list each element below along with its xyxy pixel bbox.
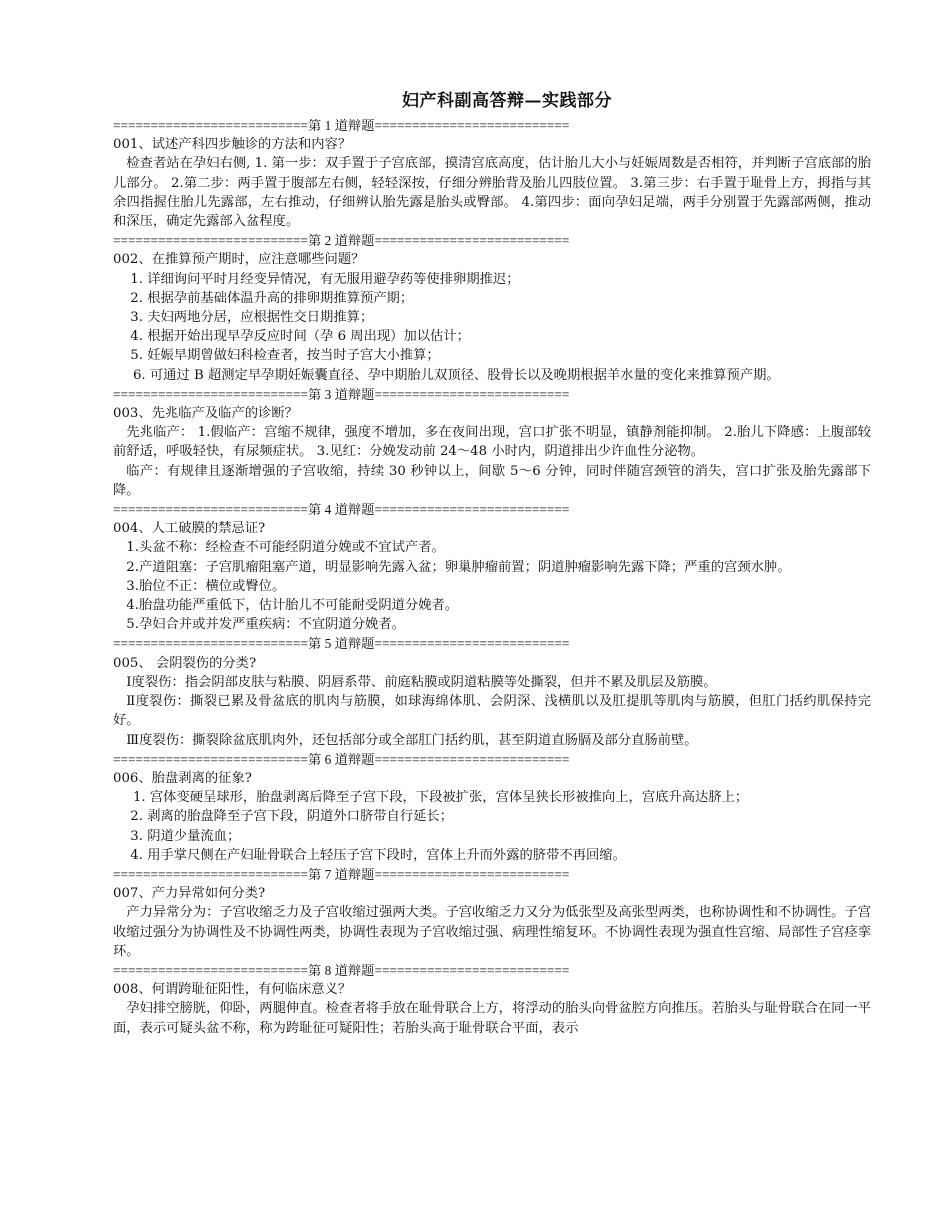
page-title: 妇产科副高答辩—实践部分: [402, 91, 612, 111]
section-separator: ==========================第 7 道辩题==========================: [113, 866, 570, 882]
answer-paragraph: 临产：有规律且逐渐增强的子宫收缩，持续 30 秒钟以上，间歇 5～6 分钟，同时伴随宫颈管的消失，宫口扩张及胎先露部下降。: [113, 463, 871, 498]
answer-paragraph: 产力异常分为：子宫收缩乏力及子宫收缩过强两大类。子宫收缩乏力又分为低张型及高张型两类，也称协调性和不协调性。子宫收缩过强分为协调性及不协调性两类，协调性表现为子宫收缩过强、病理性缩复环。不协调性表现为强直性宫缩、局部性子宫痉挛环。: [113, 905, 871, 959]
answer-list-item: 6. 可通过 B 超测定早孕期妊娠囊直径、孕中期胎儿双顶径、股骨长以及晚期根据羊水量的变化来推算预产期。: [132, 367, 780, 383]
answer-list-item: 5.孕妇合并或并发严重疾病：不宜阴道分娩者。: [126, 617, 405, 633]
question-heading: 001、试述产科四步触诊的方法和内容？: [113, 137, 352, 153]
question-heading: 003、先兆临产及临产的诊断？: [113, 406, 298, 422]
question-heading: 004、人工破膜的禁忌证?: [113, 521, 266, 537]
document-page: [113, 88, 871, 1038]
answer-list-item: 3. 阴道少量流血；: [130, 828, 241, 844]
answer-paragraph: Ⅲ度裂伤：撕裂除盆底肌肉外，还包括部分或全部肛门括约肌，甚至阴道直肠膈及部分直肠前壁。: [126, 732, 698, 748]
answer-paragraph: 先兆临产： 1.假临产：宫缩不规律，强度不增加，多在夜间出现，宫口扩张不明显，镇静剂能抑制。 2.胎儿下降感：上腹部较前舒适，呼吸轻快，有尿频症状。 3.见红：分娩发动前 24～48 小时内，阴道排出少许血性分泌物。: [113, 425, 871, 460]
question-heading: 007、产力异常如何分类?: [113, 886, 266, 902]
section-separator: ==========================第 6 道辩题==========================: [113, 751, 570, 767]
answer-paragraph: 孕妇排空膀胱，仰卧，两腿伸直。检查者将手放在耻骨联合上方，将浮动的胎头向骨盆腔方向推压。若胎头与耻骨联合在同一平面，表示可疑头盆不称，称为跨耻征可疑阳性；若胎头高于耻骨联合平面，表示: [113, 1001, 871, 1036]
answer-list-item: 3.胎位不正：横位或臀位。: [126, 578, 286, 594]
answer-list-item: 4.胎盘功能严重低下，估计胎儿不可能耐受阴道分娩者。: [126, 598, 459, 614]
answer-list-item: 2. 根据孕前基础体温升高的排卵期推算预产期；: [130, 290, 414, 306]
section-separator: ==========================第 3 道辩题==========================: [113, 386, 570, 402]
section-separator: ==========================第 8 道辩题==========================: [113, 962, 570, 978]
section-separator: ==========================第 4 道辩题==========================: [113, 502, 570, 518]
answer-list-item: 5. 妊娠早期曾做妇科检查者，按当时子宫大小推算；: [130, 348, 440, 364]
answer-list-item: 1.头盆不称：经检查不可能经阴道分娩或不宜试产者。: [126, 540, 445, 556]
answer-list-item: 2. 剥离的胎盘降至子宫下段，阴道外口脐带自行延长；: [130, 809, 454, 825]
section-separator: ==========================第 2 道辩题==========================: [113, 233, 570, 249]
answer-paragraph: Ⅰ度裂伤：指会阴部皮肤与粘膜、阴唇系带、前庭粘膜或阴道粘膜等处撕裂，但并不累及肌层及筋膜。: [126, 674, 717, 690]
question-heading: 002、在推算预产期时，应注意哪些问题？: [113, 252, 365, 268]
question-heading: 005、 会阴裂伤的分类?: [113, 655, 257, 671]
question-heading: 006、胎盘剥离的征象?: [113, 770, 252, 786]
answer-list-item: 4. 根据开始出现早孕反应时间（孕 6 周出现）加以估计；: [130, 329, 470, 345]
answer-list-item: 1. 宫体变硬呈球形，胎盘剥离后降至子宫下段，下段被扩张，宫体呈狭长形被推向上，宫底升高达脐上；: [132, 790, 749, 806]
answer-list-item: 3. 夫妇两地分居，应根据性交日期推算；: [130, 310, 374, 326]
section-separator: ==========================第 5 道辩题==========================: [113, 636, 570, 652]
answer-list-item: 1. 详细询问平时月经变异情况，有无服用避孕药等使排卵期推迟；: [130, 271, 520, 287]
answer-paragraph: Ⅱ度裂伤：撕裂已累及骨盆底的肌肉与筋膜，如球海绵体肌、会阴深、浅横肌以及肛提肌等肌肉与筋膜，但肛门括约肌保持完好。: [113, 694, 871, 729]
question-heading: 008、何谓跨耻征阳性，有何临床意义？: [113, 982, 352, 998]
section-separator: ==========================第 1 道辩题==========================: [113, 118, 570, 133]
answer-list-item: 4. 用手掌尺侧在产妇耻骨联合上轻压子宫下段时，宫体上升而外露的脐带不再回缩。: [130, 847, 626, 863]
answer-paragraph: 检查者站在孕妇右侧, 1. 第一步：双手置于子宫底部，摸清宫底高度，估计胎儿大小与妊娠周数是否相符，并判断子宫底部的胎儿部分。 2.第二步：两手置于腹部左右侧，轻轻深按，仔细分辨胎背及胎儿四肢位置。 3.第三步：右手置于耻骨上方，拇指与其余四指握住胎儿先露部，左右推动，仔细辨认胎先露是胎头或臀部。 4.第四步：面向孕妇足端，两手分别置于先露部两侧，推动和深压，确定先露部入盆程度。: [113, 156, 871, 230]
answer-list-item: 2.产道阻塞：子宫肌瘤阻塞产道，明显影响先露入盆；卵巢肿瘤前置；阴道肿瘤影响先露下降；严重的宫颈水肿。: [126, 559, 791, 575]
